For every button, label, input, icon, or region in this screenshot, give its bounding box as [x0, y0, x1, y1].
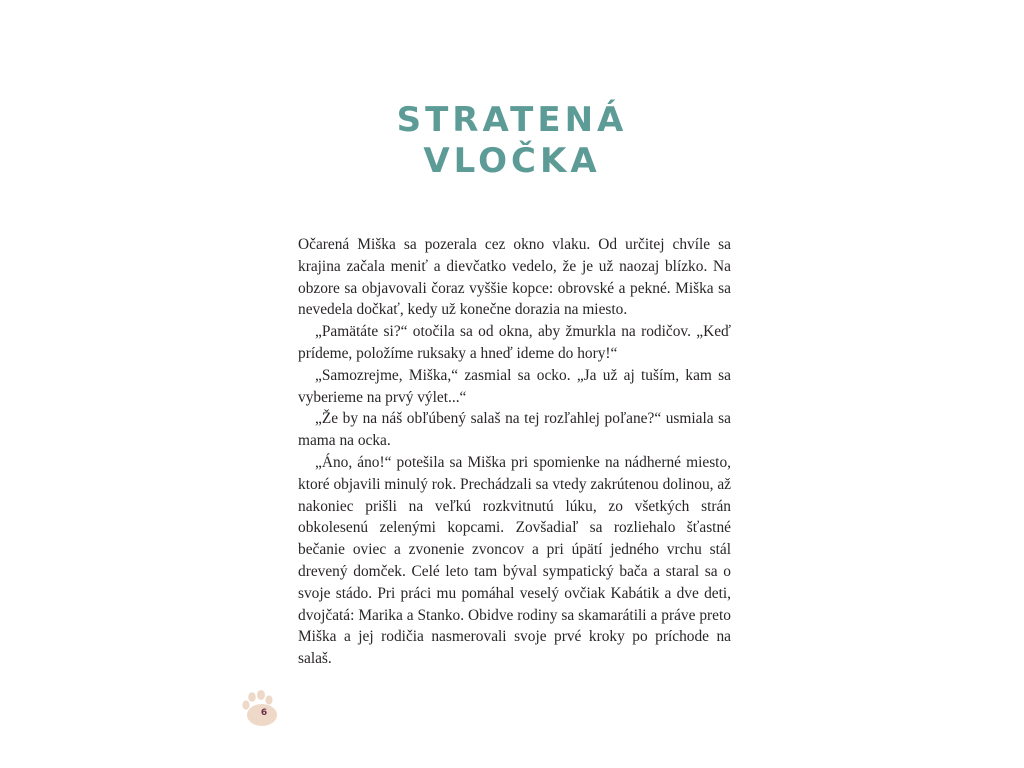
story-title-line-1: STRATENÁ — [396, 100, 628, 140]
story-paragraph-3: „Samozrejme, Miška,“ zasmial sa ocko. „Ja už aj tuším, kam sa vyberieme na prvý výlet...“ — [298, 366, 731, 406]
story-paragraph-2: „Pamätáte si?“ otočila sa od okna, aby žmurkla na rodičov. „Keď prídeme, položíme ruksaky a hneď ideme do hory!“ — [298, 323, 731, 362]
story-paragraph-5: „Áno, áno!“ potešila sa Miška pri spomienke na nádherné miesto, ktoré objavili minulý rok. Prechádzali sa vtedy zakrútenou dolinou, až nakoniec prišli na veľkú rozkvitnutú lúku, zo všetkých strán obkolesenú zelenými kopcami. Zovšadiaľ sa rozliehalo šťastné bečanie oviec a zvonenie zvoncov a pri úpätí jedného vrchu stál drevený domček. Celé leto tam býval sympatický bača a staral sa o svoje stádo. Pri práci mu pomáhal veselý ovčiak Kabátik a dve deti, dvojčatá: Marika a Stanko. Obidve rodiny sa skamarátili a práve preto Miška a jej rodičia nasmerovali svoje prvé kroky po príchode na salaš. — [298, 453, 731, 668]
story-body — [298, 234, 731, 670]
page-number: 6 — [260, 708, 268, 718]
story-title-line-2: VLOČKA — [423, 141, 601, 181]
story-paragraph-1: Očarená Miška sa pozerala cez okno vlaku. Od určitej chvíle sa krajina začala meniť a dievčatko vedelo, že je už naozaj blízko. Na obzore sa objavovali čoraz vyššie kopce: obrovské a pekné. Miška sa nevedela dočkať, kedy už konečne dorazia na miesto. — [298, 236, 731, 319]
story-paragraph-4: „Že by na náš obľúbený salaš na tej rozľahlej poľane?“ usmiala sa mama na ocka. — [298, 410, 731, 450]
story-title — [0, 100, 1024, 182]
